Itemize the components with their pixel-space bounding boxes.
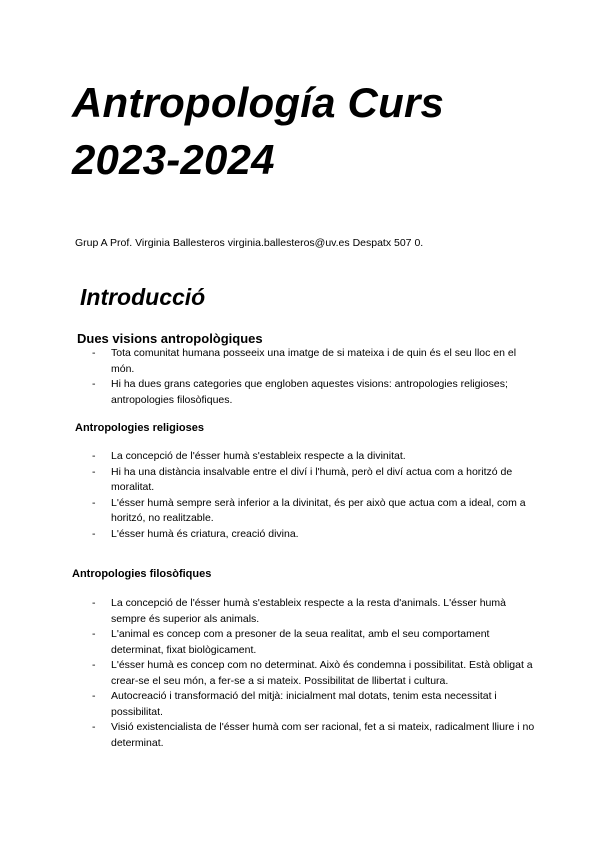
list-item: - L'ésser humà es concep com no determinat. Això és condemna i possibilitat. Està obligat a crear-se el seu món, a fer-se a si mateix. Possibilitat de llibertat i cultura. xyxy=(92,658,536,689)
title-line-2: 2023-2024 xyxy=(72,136,275,183)
list-dues-visions xyxy=(92,346,520,408)
section-heading-antropologies-filosofiques: Antropologies filosòfiques xyxy=(72,568,212,580)
list-item: - Tota comunitat humana posseeix una imatge de si mateixa i de quin és el seu lloc en el món. xyxy=(92,346,520,377)
list-item: - L'ésser humà sempre serà inferior a la divinitat, és per això que actua com a ideal, com a horitzó, no realitzable. xyxy=(92,496,538,527)
list-item: - Visió existencialista de l'ésser humà com ser racional, fet a si mateix, radicalment lliure i no determinat. xyxy=(92,720,536,751)
title-line-1: Antropología Curs xyxy=(72,79,445,126)
list-item: - La concepció de l'ésser humà s'estableix respecte a la divinitat. xyxy=(92,449,538,465)
introduction-heading: Introducció xyxy=(80,284,206,310)
list-antropologies-religioses xyxy=(92,449,538,542)
document-title xyxy=(72,74,572,188)
section-heading-antropologies-religioses: Antropologies religioses xyxy=(75,422,204,434)
list-item: - La concepció de l'ésser humà s'estableix respecte a la resta d'animals. L'ésser humà sempre és superior als animals. xyxy=(92,596,536,627)
course-info: Grup A Prof. Virginia Ballesteros virginia.ballesteros@uv.es Despatx 507 0. xyxy=(75,237,424,249)
list-antropologies-filosofiques xyxy=(92,596,536,751)
list-item: - Hi ha una distància insalvable entre el diví i l'humà, però el diví actua com a horitzó de moralitat. xyxy=(92,465,538,496)
section-heading-dues-visions: Dues visions antropològiques xyxy=(77,331,263,346)
list-item: - Autocreació i transformació del mitjà: inicialment mal dotats, tenim esta necessitat i possibilitat. xyxy=(92,689,536,720)
list-item: - L'animal es concep com a presoner de la seua realitat, amb el seu comportament determinat, fixat biològicament. xyxy=(92,627,536,658)
list-item: - L'ésser humà és criatura, creació divina. xyxy=(92,527,538,543)
list-item: - Hi ha dues grans categories que engloben aquestes visions: antropologies religioses; antropologies filosòfiques. xyxy=(92,377,520,408)
